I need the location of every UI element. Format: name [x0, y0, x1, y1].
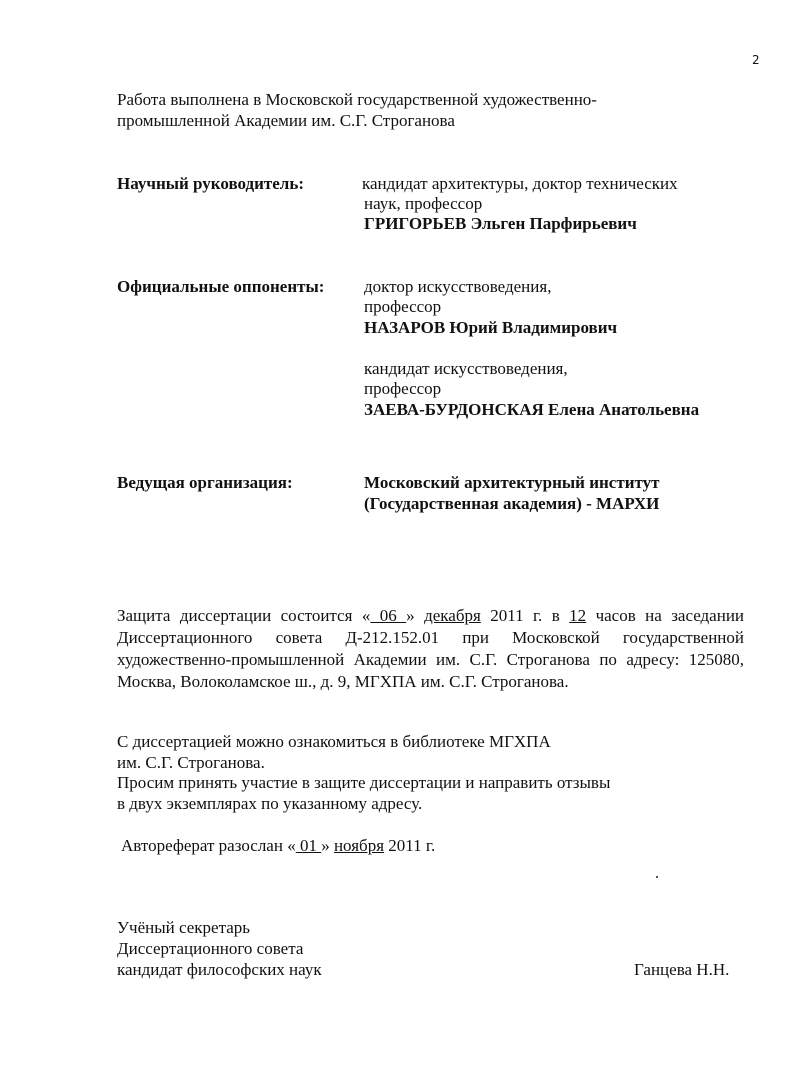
- defense-hour: 12: [569, 606, 587, 625]
- library-line-4: в двух экземплярах по указанному адресу.: [117, 794, 423, 813]
- library-line-2: им. С.Г. Строганова.: [117, 753, 265, 772]
- leading-org-line-2: (Государственная академия) - МАРХИ: [364, 494, 660, 513]
- secretary-line-3: кандидат философских наук: [117, 960, 322, 979]
- supervisor-title-line-2: наук, профессор: [364, 194, 483, 213]
- library-line-1: С диссертацией можно ознакомиться в библиотеке МГХПА: [117, 732, 551, 751]
- opponent-1-title-line-2: профессор: [364, 297, 442, 316]
- opponent-1-name: НАЗАРОВ Юрий Владимирович: [364, 318, 618, 337]
- opponents-label: Официальные оппоненты:: [117, 277, 325, 296]
- supervisor-name: ГРИГОРЬЕВ Эльген Парфирьевич: [364, 214, 637, 233]
- opponent-2-title-line-2: профессор: [364, 379, 442, 398]
- leading-org-label: Ведущая организация:: [117, 473, 293, 492]
- defense-month: декабря: [424, 606, 481, 625]
- opponent-1-title-line-1: доктор искусствоведения,: [364, 277, 552, 296]
- opponent-2-title-line-1: кандидат искусствоведения,: [364, 359, 568, 378]
- secretary-line-1: Учёный секретарь: [117, 918, 251, 937]
- defense-day: 06: [370, 606, 407, 625]
- intro-line-2: промышленной Академии им. С.Г. Строганова: [117, 111, 455, 130]
- abstract-sent-line: Автореферат разослан « 01 » ноября 2011 г.: [121, 836, 436, 855]
- supervisor-title-line-1: кандидат архитектуры, доктор технических: [362, 174, 678, 193]
- abstract-sent-day: 01: [295, 836, 322, 855]
- page-number: 2: [752, 53, 760, 67]
- scan-speck: [656, 876, 658, 878]
- supervisor-label: Научный руководитель:: [117, 174, 304, 193]
- abstract-sent-month: ноября: [333, 836, 385, 855]
- library-line-3: Просим принять участие в защите диссертации и направить отзывы: [117, 773, 611, 792]
- defense-paragraph: Защита диссертации состоится « 06 » декабря 2011 г. в 12 часов на заседании Диссертационного совета Д-212.152.01 при Московской государственной художественно-промышленной Академии им. С.Г. Строганова по адресу: 125080, Москва, Волоколамское ш., д. 9, МГХПА им. С.Г. Строганова.: [117, 606, 745, 691]
- secretary-line-2: Диссертационного совета: [117, 939, 304, 958]
- secretary-name: Ганцева Н.Н.: [634, 960, 730, 979]
- intro-line-1: Работа выполнена в Московской государственной художественно-: [117, 90, 597, 109]
- opponent-2-name: ЗАЕВА-БУРДОНСКАЯ Елена Анатольевна: [364, 400, 700, 419]
- leading-org-line-1: Московский архитектурный институт: [364, 473, 660, 492]
